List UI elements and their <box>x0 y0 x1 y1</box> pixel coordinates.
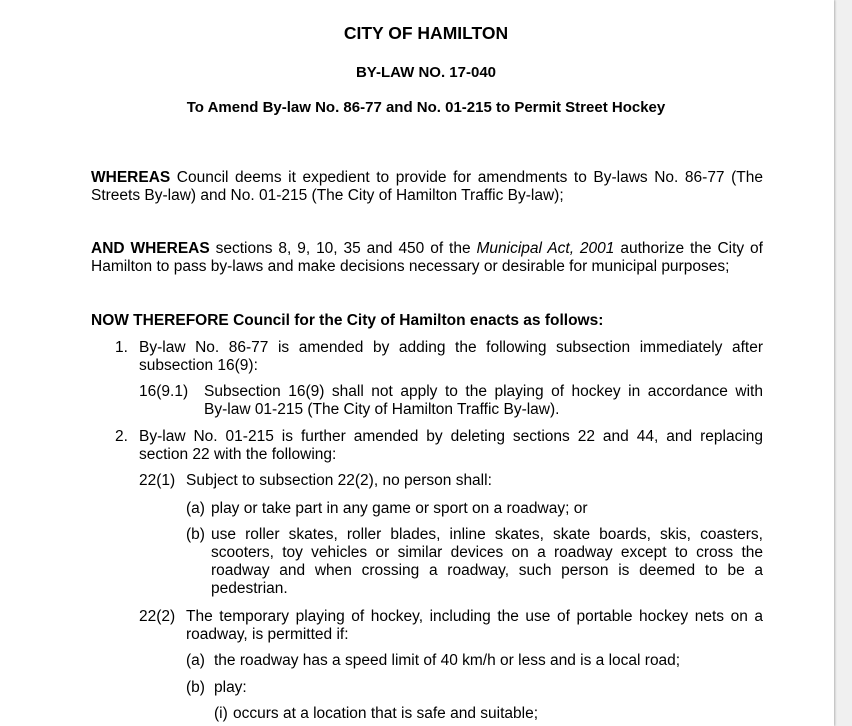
clause-22-1-b-text <box>211 526 763 598</box>
clause-22-1-b-line-1: use roller skates, roller blades, inline skates, skate boards, skis, coasters, <box>211 526 763 543</box>
and-whereas-text-b: authorize the City of <box>614 240 763 257</box>
subsection-22-2-line-2: roadway, is permitted if: <box>186 626 349 643</box>
clause-22-2-b-i-text: occurs at a location that is safe and suitable; <box>233 705 539 722</box>
bylaw-subtitle: To Amend By-law No. 86-77 and No. 01-215 to Permit Street Hockey <box>186 99 666 116</box>
whereas-line-2: Streets By-law) and No. 01-215 (The City of Hamilton Traffic By-law); <box>91 187 564 204</box>
subsection-22-2-text <box>186 608 763 644</box>
whereas-lead: WHEREAS <box>91 169 171 186</box>
item-2-line-1: By-law No. 01-215 is further amended by deleting sections 22 and 44, and replacing <box>139 428 763 445</box>
clause-22-2-b-label: (b) <box>186 679 205 696</box>
subsection-22-1-text: Subject to subsection 22(2), no person shall: <box>186 472 492 489</box>
and-whereas-line-1 <box>91 240 763 258</box>
subsection-16-9-1-number: 16(9.1) <box>139 383 189 400</box>
bylaw-number-heading: BY-LAW NO. 17-040 <box>355 64 497 81</box>
subsection-16-9-1-line-1: Subsection 16(9) shall not apply to the playing of hockey in accordance with <box>204 383 763 400</box>
clause-22-2-a-label: (a) <box>186 652 205 669</box>
item-1-number: 1. <box>115 339 128 356</box>
and-whereas-text-a: sections 8, 9, 10, 35 and 450 of the <box>209 240 477 257</box>
item-1-line-1: By-law No. 86-77 is amended by adding the following subsection immediately after <box>139 339 763 356</box>
and-whereas-lead: AND WHEREAS <box>91 240 210 257</box>
subsection-22-2-line-1: The temporary playing of hockey, including the use of portable hockey nets on a <box>186 608 763 625</box>
subsection-22-2-number: 22(2) <box>139 608 176 625</box>
municipal-act-title: Municipal Act, 2001 <box>476 240 615 257</box>
whereas-line-1-text: Council deems it expedient to provide for amendments to By-laws No. 86-77 (The <box>170 169 763 186</box>
subsection-16-9-1-line-2: By-law 01-215 (The City of Hamilton Traffic By-law). <box>204 401 560 418</box>
clause-22-2-b-text: play: <box>214 679 247 696</box>
subsection-16-9-1-text <box>204 383 763 419</box>
whereas-line-1 <box>91 169 763 187</box>
clause-22-1-b-line-2: scooters, toy vehicles or similar devices on a roadway except to cross the <box>211 544 763 561</box>
clause-22-2-a-text: the roadway has a speed limit of 40 km/h or less and is a local road; <box>214 652 681 669</box>
item-2-text <box>139 428 763 464</box>
clause-22-1-b-line-3: roadway and when crossing a roadway, such person is deemed to be a <box>211 562 763 579</box>
clause-22-1-a-text: play or take part in any game or sport on a roadway; or <box>211 500 588 517</box>
clause-22-1-b-line-4: pedestrian. <box>211 580 288 597</box>
item-2-number: 2. <box>115 428 128 445</box>
clause-22-2-b-i-label: (i) <box>214 705 228 722</box>
and-whereas-paragraph <box>91 240 763 276</box>
enacts-heading: NOW THEREFORE Council for the City of Hamilton enacts as follows: <box>91 312 604 329</box>
whereas-paragraph <box>91 169 763 205</box>
subsection-22-1-number: 22(1) <box>139 472 176 489</box>
clause-22-1-a-label: (a) <box>186 500 205 517</box>
item-1-line-2: subsection 16(9): <box>139 357 258 374</box>
clause-22-1-b-label: (b) <box>186 526 205 543</box>
item-1-text <box>139 339 763 375</box>
document-city-heading: CITY OF HAMILTON <box>343 23 509 43</box>
item-2-line-2: section 22 with the following: <box>139 446 337 463</box>
and-whereas-line-2: Hamilton to pass by-laws and make decisions necessary or desirable for municipal purposes; <box>91 258 730 275</box>
